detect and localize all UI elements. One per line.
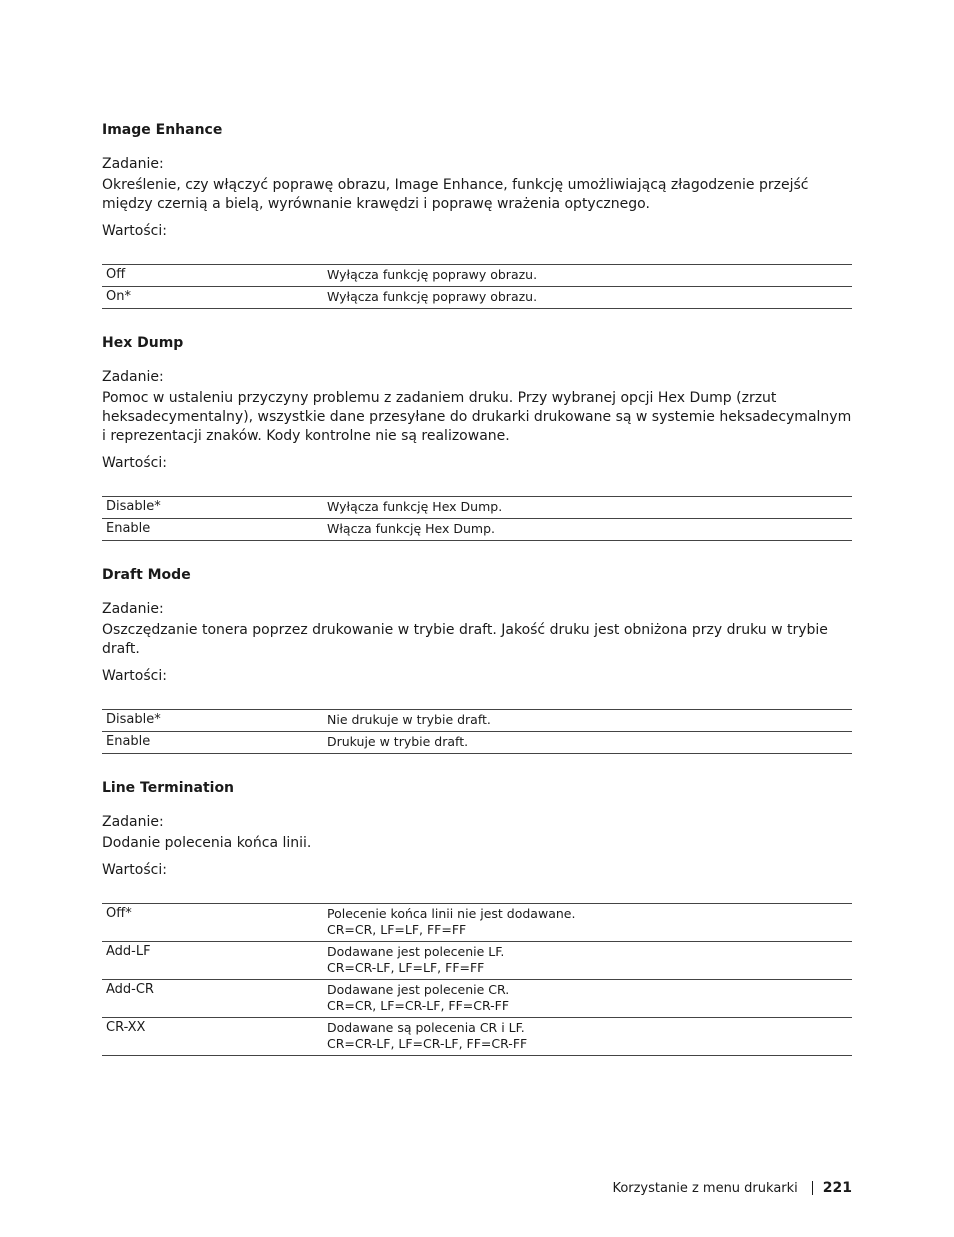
table-row bbox=[102, 942, 852, 980]
value-description bbox=[323, 732, 852, 754]
section-hex-dump bbox=[102, 333, 852, 541]
values-label: Wartości: bbox=[102, 668, 167, 684]
task-label: Zadanie: bbox=[102, 814, 164, 830]
value-line: Drukuje w trybie draft. bbox=[327, 734, 469, 749]
table-row bbox=[102, 732, 852, 754]
values-table bbox=[102, 496, 852, 541]
section-title: Draft Mode bbox=[102, 567, 191, 583]
value-line: CR=CR, LF=LF, FF=FF bbox=[327, 922, 467, 937]
value-description bbox=[323, 265, 852, 287]
section-title: Line Termination bbox=[102, 780, 235, 796]
table-row bbox=[102, 980, 852, 1018]
task-description: Pomoc w ustaleniu przyczyny problemu z zadaniem druku. Przy wybranej opcji Hex Dump (zrzut heksadecymentalny), wszystkie dane przesyłane do drukarki drukowane są w systemie heksadecymalnym i reprezentacji znaków. Kody kontrolne nie są realizowane. bbox=[102, 390, 852, 444]
value-description bbox=[323, 287, 852, 309]
task-label: Zadanie: bbox=[102, 601, 164, 617]
value-description bbox=[323, 710, 852, 732]
section-draft-mode bbox=[102, 565, 852, 754]
value-key: Disable* bbox=[106, 499, 161, 514]
page-number: 221 bbox=[822, 1180, 852, 1196]
task-description: Oszczędzanie tonera poprzez drukowanie w trybie draft. Jakość druku jest obniżona przy druku w trybie draft. bbox=[102, 622, 828, 657]
value-line: Polecenie końca linii nie jest dodawane. bbox=[327, 906, 576, 921]
table-row bbox=[102, 904, 852, 942]
values-label: Wartości: bbox=[102, 455, 167, 471]
value-line: CR=CR, LF=CR-LF, FF=CR-FF bbox=[327, 998, 510, 1013]
section-line-termination bbox=[102, 778, 852, 1056]
table-row bbox=[102, 497, 852, 519]
value-key: Add-CR bbox=[106, 982, 154, 997]
value-description bbox=[323, 1018, 852, 1056]
value-key: Enable bbox=[106, 734, 151, 749]
section-image-enhance bbox=[102, 120, 852, 309]
footer-divider bbox=[812, 1181, 813, 1195]
value-description bbox=[323, 980, 852, 1018]
task-description: Określenie, czy włączyć poprawę obrazu, Image Enhance, funkcję umożliwiającą złagodzenie przejść między czernią a bielą, wyrównanie krawędzi i poprawę wrażenia optycznego. bbox=[102, 177, 809, 212]
section-title: Hex Dump bbox=[102, 335, 184, 351]
value-key: Enable bbox=[106, 521, 151, 536]
value-key: CR-XX bbox=[106, 1020, 146, 1035]
section-title: Image Enhance bbox=[102, 122, 223, 138]
value-key: On* bbox=[106, 289, 131, 304]
values-table bbox=[102, 264, 852, 309]
task-label: Zadanie: bbox=[102, 156, 164, 172]
table-row bbox=[102, 1018, 852, 1056]
value-line: Wyłącza funkcję poprawy obrazu. bbox=[327, 267, 538, 282]
value-description bbox=[323, 519, 852, 541]
value-key: Off bbox=[106, 267, 126, 282]
value-line: Dodawane jest polecenie CR. bbox=[327, 982, 510, 997]
value-line: CR=CR-LF, LF=LF, FF=FF bbox=[327, 960, 485, 975]
table-row bbox=[102, 287, 852, 309]
value-description bbox=[323, 942, 852, 980]
value-line: Włącza funkcję Hex Dump. bbox=[327, 521, 496, 536]
value-line: Wyłącza funkcję poprawy obrazu. bbox=[327, 289, 538, 304]
values-label: Wartości: bbox=[102, 862, 167, 878]
task-label: Zadanie: bbox=[102, 369, 164, 385]
values-label: Wartości: bbox=[102, 223, 167, 239]
table-row bbox=[102, 710, 852, 732]
value-description bbox=[323, 497, 852, 519]
page-content bbox=[102, 120, 852, 1080]
value-line: Wyłącza funkcję Hex Dump. bbox=[327, 499, 503, 514]
values-table bbox=[102, 709, 852, 754]
page-footer bbox=[612, 1177, 852, 1199]
value-line: Nie drukuje w trybie draft. bbox=[327, 712, 491, 727]
value-description bbox=[323, 904, 852, 942]
value-line: CR=CR-LF, LF=CR-LF, FF=CR-FF bbox=[327, 1036, 528, 1051]
values-table bbox=[102, 903, 852, 1056]
value-key: Disable* bbox=[106, 712, 161, 727]
table-row bbox=[102, 519, 852, 541]
value-line: Dodawane są polecenia CR i LF. bbox=[327, 1020, 525, 1035]
value-line: Dodawane jest polecenie LF. bbox=[327, 944, 505, 959]
table-row bbox=[102, 265, 852, 287]
chapter-title: Korzystanie z menu drukarki bbox=[612, 1180, 798, 1196]
value-key: Add-LF bbox=[106, 944, 151, 959]
task-description: Dodanie polecenia końca linii. bbox=[102, 835, 312, 851]
value-key: Off* bbox=[106, 906, 132, 921]
